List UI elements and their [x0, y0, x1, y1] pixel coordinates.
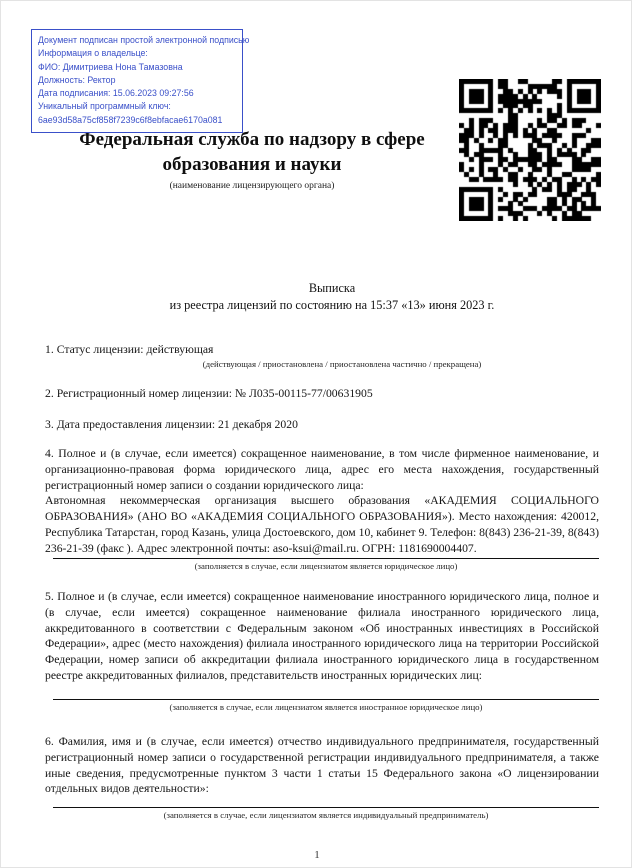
extract-title: Выписка: [308, 281, 356, 295]
signature-line: Информация о владельце:: [38, 48, 148, 59]
licensing-authority-header: [45, 127, 459, 192]
signature-line: Должность: Ректор: [38, 74, 116, 85]
item-legal-entity-label: 4. Полное и (в случае, если имеется) сокращенное наименование, в том числе фирменное наименование, и организационно-правовая форма юридического лица, адрес его места нахождения, государственный регистрационный номер записи о создании юридического лица:: [45, 447, 599, 492]
signature-stamp: [31, 29, 250, 133]
qr-code: [459, 79, 601, 221]
item-legal-entity-caption: (заполняется в случае, если лицензиатом является юридическое лицо): [194, 561, 458, 571]
item-license-status: 1. Статус лицензии: действующая: [45, 343, 214, 356]
fill-line: [53, 699, 599, 700]
item-registration-number: 2. Регистрационный номер лицензии: № Л035-00115-77/00631905: [45, 387, 373, 400]
signature-line: Дата подписания: 15.06.2023 09:27:56: [38, 88, 194, 99]
page-title: образования и науки: [162, 154, 342, 175]
item-individual-entrepreneur: [45, 734, 599, 797]
item-individual-entrepreneur-label: 6. Фамилия, имя и (в случае, если имеется) отчество индивидуального предпринимателя, государственный регистрационный номер записи о государственной регистрации индивидуального предпринимателя, а также иные сведения, предусмотренные пунктом 3 части 1 статьи 15 Федерального закона «О лицензировании отдельных видов деятельности»:: [45, 735, 599, 796]
signature-key: 6ae93d58a75cf858f7239c6f8ebfacae6170a081: [38, 114, 223, 125]
item-license-status-caption: (действующая / приостановлена / приостановлена частично / прекращена): [202, 359, 482, 369]
extract-date-line: из реестра лицензий по состоянию на 15:37 «13» июня 2023 г.: [169, 298, 495, 312]
item-foreign-entity: [45, 589, 599, 684]
item-foreign-entity-caption: (заполняется в случае, если лицензиатом является иностранное юридическое лицо): [169, 702, 483, 712]
signature-line: Уникальный программный ключ:: [38, 101, 171, 112]
signature-line: Документ подписан простой электронной подписью: [38, 35, 250, 45]
extract-heading: [65, 280, 599, 314]
fill-line: [53, 807, 599, 808]
fill-line: [53, 558, 599, 559]
item-license-date: 3. Дата предоставления лицензии: 21 декабря 2020: [45, 418, 298, 431]
item-individual-entrepreneur-caption: (заполняется в случае, если лицензиатом является индивидуальный предприниматель): [163, 810, 489, 820]
page-number: 1: [314, 849, 320, 861]
page-title: Федеральная служба по надзору в сфере: [79, 129, 425, 150]
item-foreign-entity-label: 5. Полное и (в случае, если имеется) сокращенное наименование иностранного юридического лица, полное и (в случае, если имеется) сокращенное наименование филиала иностранного юридического лица, аккредитованного в соответствии с Федеральным законом «Об иностранных инвестициях в Российской Федерации», адрес (место нахождения) филиала иностранного юридического лица на территории Российской Федерации, номер записи об аккредитации филиала иностранного юридического лица в государственном реестре аккредитованных филиалов, представительств иностранных юридических лиц:: [45, 590, 599, 682]
signature-line: ФИО: Димитриева Нона Тамазовна: [38, 61, 183, 72]
title-caption: (наименование лицензирующего органа): [169, 181, 335, 191]
item-legal-entity: [45, 446, 599, 557]
item-legal-entity-value: Автономная некоммерческая организация высшего образования «АКАДЕМИЯ СОЦИАЛЬНОГО ОБРАЗОВАНИЯ» (АНО ВО «АКАДЕМИЯ СОЦИАЛЬНОГО ОБРАЗОВАНИЯ»). Место нахождения: 420012, Республика Татарстан, город Казань, улица Достоевского, дом 10, кабинет 9. Телефон: 8(843) 236-21-39, 8(843) 236-21-39 (факс ). Адрес электронной почты: aso-ksui@mail.ru. ОГРН: 1181690004407.: [45, 494, 599, 555]
